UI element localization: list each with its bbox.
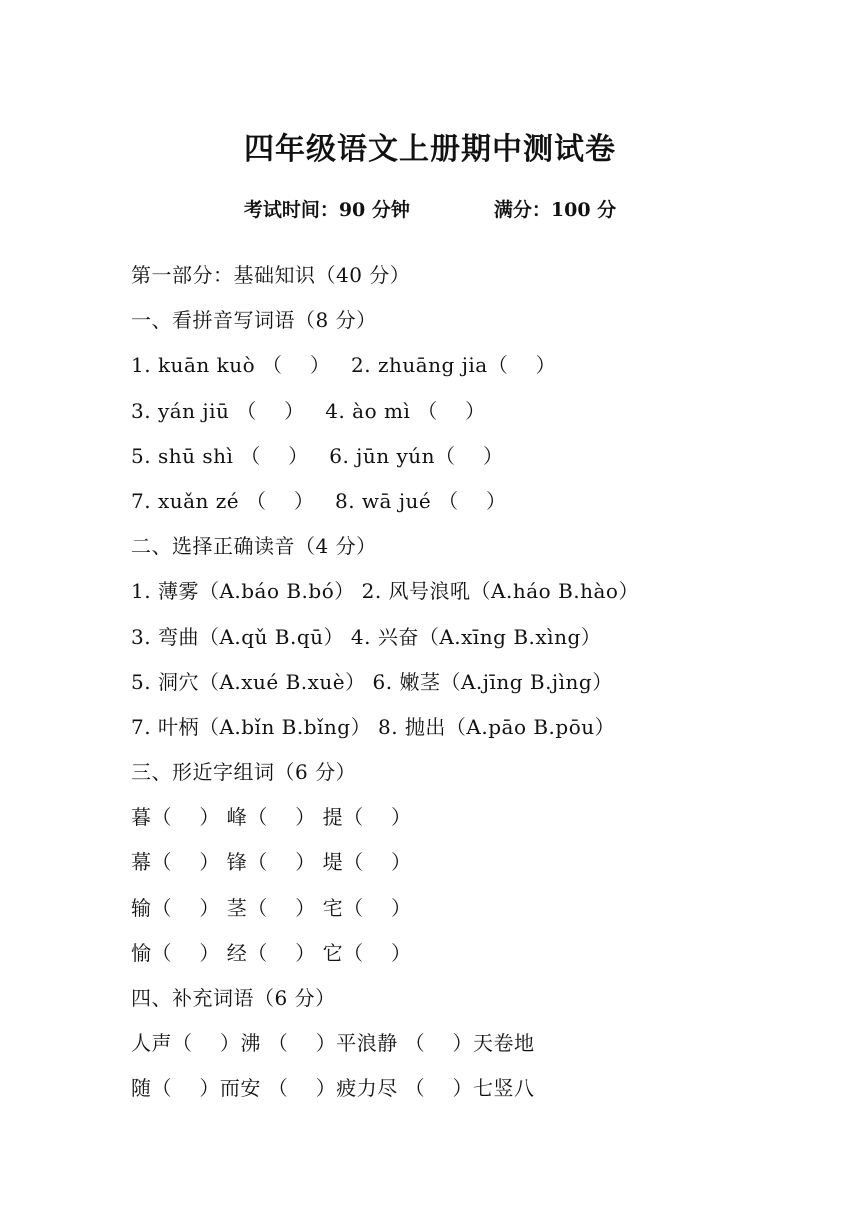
exam-info (0, 196, 860, 224)
question-line: 5. 洞穴（A.xué B.xuè） 6. 嫩茎（A.jīng B.jìng） (131, 669, 613, 694)
question-line: 暮（ ） 峰（ ） 提（ ） (131, 805, 412, 830)
section-heading-idioms: 四、补充词语（6 分） (131, 986, 336, 1010)
section-heading-pronunciation: 二、选择正确读音（4 分） (131, 534, 377, 559)
question-line: 输（ ） 茎（ ） 宅（ ） (131, 895, 412, 920)
section-heading-pinyin: 一、看拼音写词语（8 分） (131, 308, 377, 333)
question-line: 1. kuān kuò （ ） 2. zhuāng jia（ ） (131, 353, 557, 378)
section-heading-similar-characters: 三、形近字组词（6 分） (131, 760, 357, 785)
page-title: 四年级语文上册期中测试卷 (244, 132, 616, 167)
question-line: 7. 叶柄（A.bǐn B.bǐng） 8. 抛出（A.pāo B.pōu） (131, 714, 616, 739)
section-heading-part-one: 第一部分：基础知识（40 分） (131, 263, 411, 287)
question-line: 1. 薄雾（A.báo B.bó） 2. 风号浪吼（A.háo B.hào） (131, 579, 639, 604)
full-score: 满分：100 分 (493, 199, 617, 221)
question-line: 3. 弯曲（A.qǔ B.qū） 4. 兴奋（A.xīng B.xìng） (131, 624, 602, 649)
question-line: 7. xuǎn zé （ ） 8. wā jué （ ） (131, 488, 507, 513)
question-line: 愉（ ） 经（ ） 它（ ） (131, 940, 412, 965)
exam-body (131, 253, 831, 1112)
question-line: 5. shū shì （ ） 6. jūn yún（ ） (131, 443, 504, 468)
exam-time: 考试时间：90 分钟 (243, 199, 410, 221)
question-line: 3. yán jiū （ ） 4. ào mì （ ） (131, 398, 486, 423)
question-line: 随（ ）而安 （ ）疲力尽 （ ）七竖八 (131, 1076, 535, 1101)
question-line: 人声（ ）沸 （ ）平浪静 （ ）天卷地 (131, 1031, 535, 1056)
question-line: 幕（ ） 锋（ ） 堤（ ） (131, 850, 412, 875)
